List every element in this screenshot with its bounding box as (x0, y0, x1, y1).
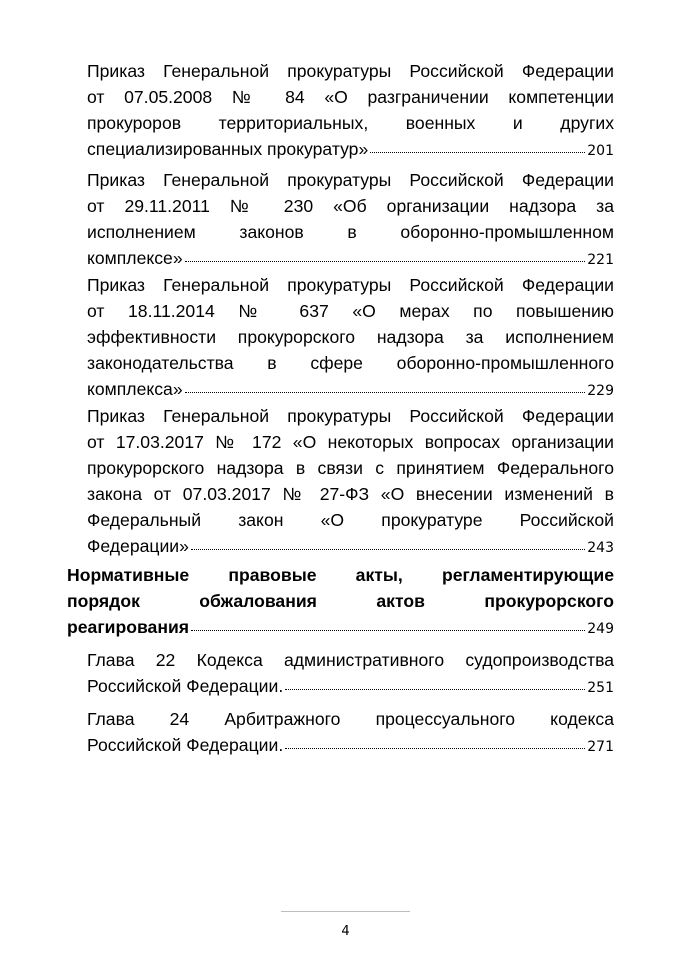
dot-leader (185, 391, 586, 393)
toc-section-entry[interactable] (67, 562, 614, 642)
toc-entry-title-end: комплексе» (87, 248, 183, 268)
toc-entry-last-line (87, 533, 614, 561)
toc-entry[interactable] (87, 58, 614, 164)
dot-leader (191, 629, 585, 631)
toc-entry[interactable] (87, 403, 614, 561)
dot-leader (185, 260, 586, 262)
toc-entry-line: Приказ Генеральной прокуратуры Российской Федерации (87, 170, 614, 190)
toc-entry-line: Глава 24 Арбитражного процессуального кодекса (87, 709, 614, 729)
toc-entry-line: закона от 07.03.2017 № 27-ФЗ «О внесении изменений в (87, 484, 614, 504)
toc-entry-title-end: комплекса» (87, 379, 183, 399)
dot-leader (285, 688, 585, 690)
toc-page-number: 221 (587, 252, 614, 268)
footer-divider (281, 911, 410, 912)
dot-leader (285, 747, 585, 749)
toc-entry-line: Нормативные правовые акты, регламентирующие (67, 565, 614, 585)
toc-entry-line: исполнением законов в оборонно-промышленном (87, 222, 614, 242)
toc-page-number: 229 (587, 383, 614, 399)
toc-entry-last-line (67, 614, 614, 642)
toc-entry-title-end: Российской Федерации. (87, 735, 284, 755)
toc-entry-line: Федеральный закон «О прокуратуре Российской (87, 510, 614, 530)
toc-entry[interactable] (87, 706, 614, 760)
toc-entry-line: порядок обжалования актов прокурорского (67, 591, 614, 611)
toc-page-number: 271 (587, 739, 614, 755)
toc-entry-last-line (87, 136, 614, 164)
toc-entry-line: Глава 22 Кодекса административного судопроизводства (87, 650, 614, 670)
toc-entry-title-end: реагирования (67, 617, 190, 637)
toc-entry-line: Приказ Генеральной прокуратуры Российской Федерации (87, 275, 614, 295)
toc-entry[interactable] (87, 647, 614, 701)
toc-entry-line: эффективности прокурорского надзора за исполнением (87, 327, 614, 347)
toc-entry-last-line (87, 673, 614, 701)
toc-entry-title-end: Федерации» (87, 536, 189, 556)
toc-entry-line: прокуроров территориальных, военных и других (87, 113, 614, 133)
toc-entry-line: от 07.05.2008 № 84 «О разграничении компетенции (87, 87, 614, 107)
toc-entry-line: прокурорского надзора в связи с принятием Федерального (87, 458, 614, 478)
page-number: 4 (341, 924, 350, 939)
toc-page-number: 249 (587, 621, 614, 637)
toc-entry-last-line (87, 376, 614, 404)
toc-page-number: 251 (587, 680, 614, 696)
toc-entry-line: законодательства в сфере оборонно-промышленного (87, 353, 614, 373)
toc-entry[interactable] (87, 167, 614, 273)
toc-page-number: 243 (587, 540, 614, 556)
toc-page-number: 201 (587, 143, 614, 159)
toc-entry-line: Приказ Генеральной прокуратуры Российской Федерации (87, 61, 614, 81)
toc-entry[interactable] (87, 272, 614, 404)
toc-entry-line: от 18.11.2014 № 637 «О мерах по повышению (87, 301, 614, 321)
dot-leader (370, 151, 585, 153)
toc-entry-line: от 17.03.2017 № 172 «О некоторых вопросах организации (87, 432, 614, 452)
toc-entry-last-line (87, 732, 614, 760)
toc-entry-title-end: специализированных прокуратур» (87, 139, 369, 159)
toc-entry-line: от 29.11.2011 № 230 «Об организации надзора за (87, 196, 614, 216)
toc-entry-line: Приказ Генеральной прокуратуры Российской Федерации (87, 406, 614, 426)
toc-entry-title-end: Российской Федерации. (87, 676, 284, 696)
toc-entry-last-line (87, 245, 614, 273)
dot-leader (191, 548, 585, 550)
